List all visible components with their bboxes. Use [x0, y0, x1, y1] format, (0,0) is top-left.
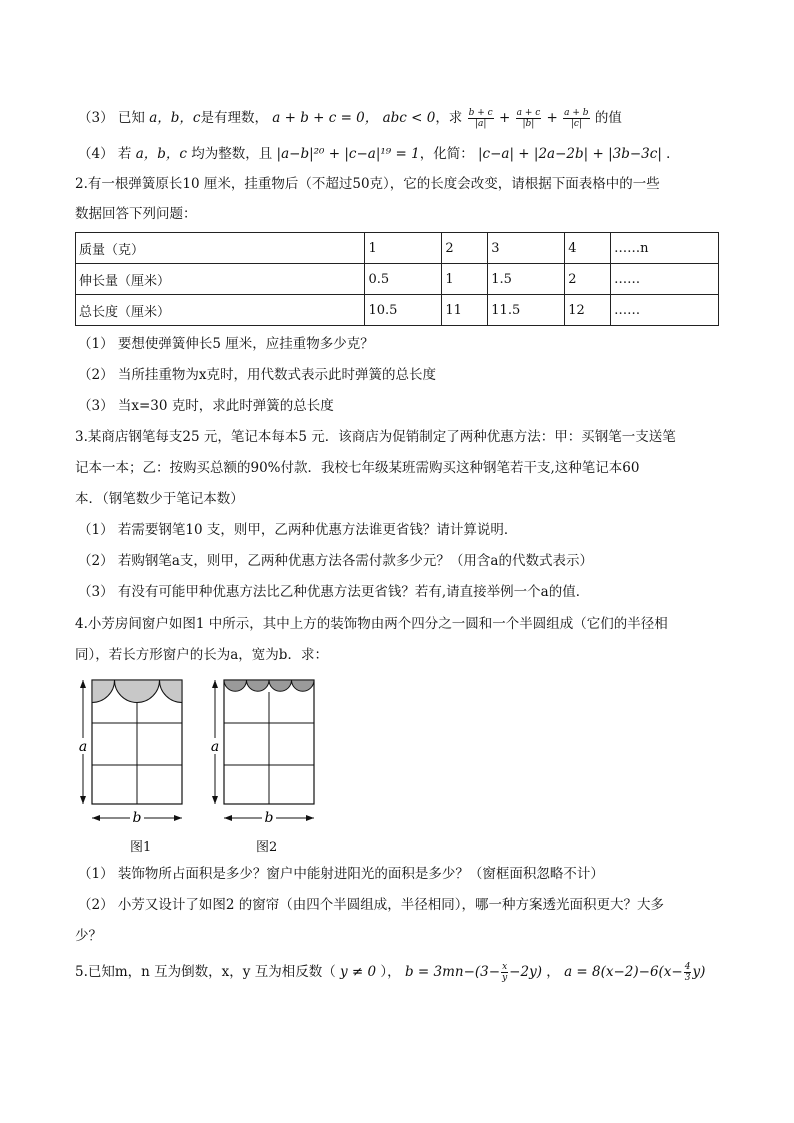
expression: |c−a| + |2a−2b| + |3b−3c|: [478, 146, 662, 162]
numerator: x: [502, 962, 508, 972]
table-cell: 0.5: [365, 264, 442, 295]
fraction-3: [563, 108, 589, 129]
condition-sum: a + b + c = 0，: [272, 110, 379, 126]
table-cell: 2: [565, 264, 611, 295]
text: ，化简：: [419, 146, 474, 162]
table-row-header: 伸长量（厘米）: [76, 264, 365, 295]
q2-sub2: （2） 当所挂重物为x克时，用代数式表示此时弹簧的总长度: [78, 367, 436, 383]
q5-stem: [75, 962, 705, 983]
item-prefix: （4） 若: [78, 146, 132, 162]
q3-stem-line2: 记本一本；乙：按购买总额的90%付款．我校七年级某班需购买这种钢笔若干支,这种笔记本60: [75, 460, 640, 476]
text: ．: [666, 146, 680, 162]
a-expression-part2: y): [692, 964, 706, 980]
denominator: |a|: [474, 119, 487, 129]
variables: a，b，c: [149, 110, 201, 126]
table-cell: 4: [565, 233, 611, 264]
text: ），: [380, 964, 401, 980]
item-prefix: （3） 已知: [78, 110, 145, 126]
numerator: a + c: [516, 108, 541, 118]
text: 5.已知m，n 互为倒数，x，y 互为相反数（: [75, 964, 336, 980]
window-figure-2: [206, 676, 322, 828]
table-cell: ……: [611, 264, 719, 295]
q3-sub1: （1） 若需要钢笔10 支，则甲，乙两种优惠方法谁更省钱？请计算说明．: [78, 522, 518, 538]
q4-stem-line2: 同），若长方形窗户的长为a，宽为b．求：: [75, 647, 328, 663]
q3-stem-line1: 3.某商店钢笔每支25 元，笔记本每本5 元．该商店为促销制定了两种优惠方法：甲：买钢笔一支送笔: [75, 429, 676, 445]
table-row-header: 质量（克）: [76, 233, 365, 264]
table-cell: ……n: [611, 233, 719, 264]
text: 的值: [594, 110, 622, 126]
text: 是有理数，: [200, 110, 268, 126]
table-row: [76, 295, 719, 326]
table-cell: 1.5: [488, 264, 565, 295]
q4-sub2-line1: （2） 小芳又设计了如图2 的窗帘（由四个半圆组成，半径相同），哪一种方案透光面积更大？大多: [78, 897, 665, 913]
q2-stem-line2: 数据回答下列问题：: [75, 206, 197, 222]
denominator: 3: [684, 973, 691, 983]
q3-stem-line3: 本．（钢笔数少于笔记本数）: [75, 491, 244, 507]
denominator: |b|: [522, 119, 535, 129]
table-cell: 2: [442, 233, 488, 264]
table-row: [76, 233, 719, 264]
table-cell: 10.5: [365, 295, 442, 326]
denominator: y: [502, 973, 508, 983]
text: 均为整数，且: [191, 146, 273, 162]
dimension-a-label: a: [78, 739, 88, 755]
q3-sub2: （2） 若购钢笔a支，则甲，乙两种优惠方法各需付款多少元？（用含a的代数式表示）: [78, 553, 593, 569]
dimension-a-label: a: [210, 739, 220, 755]
spring-data-table: [75, 232, 719, 326]
table-cell: 12: [565, 295, 611, 326]
condition: y ≠ 0: [340, 964, 377, 980]
dimension-b-label: b: [132, 810, 142, 826]
q2-sub3: （3） 当x=30 克时，求此时弹簧的总长度: [78, 398, 334, 414]
fraction-2: [516, 108, 542, 129]
table-row: [76, 264, 719, 295]
figure-1-caption: 图1: [130, 840, 152, 855]
table-cell: 1: [442, 264, 488, 295]
text: ，求: [435, 110, 463, 126]
q4-stem-line1: 4.小芳房间窗户如图1 中所示，其中上方的装饰物由两个四分之一圆和一个半圆组成（它们的半径相: [75, 616, 668, 632]
equation: |a−b|²⁰ + |c−a|¹⁹ = 1: [276, 146, 420, 162]
q2-sub1: （1） 要想使弹簧伸长5 厘米，应挂重物多少克？: [78, 336, 374, 352]
q4-sub2-line2: 少？: [75, 928, 102, 944]
numerator: 4: [684, 962, 691, 972]
table-cell: 1: [365, 233, 442, 264]
q4-sub1: （1） 装饰物所占面积是多少？窗户中能射进阳光的面积是多少？（窗框面积忽略不计）: [78, 866, 604, 882]
condition-product: abc < 0: [382, 110, 436, 126]
dimension-b-label: b: [264, 810, 274, 826]
window-figure-1: [74, 676, 190, 828]
figure-2-caption: 图2: [256, 840, 278, 855]
numerator: b + c: [468, 108, 493, 118]
fraction-x-over-y: [501, 962, 508, 983]
q2-stem-line1: 2.有一根弹簧原长10 厘米，挂重物后（不超过50克），它的长度会改变，请根据下面表格中的一些: [75, 176, 660, 192]
denominator: |c|: [570, 119, 582, 129]
table-cell: ……: [611, 295, 719, 326]
fraction-1: [468, 108, 494, 129]
q3-sub3: （3） 有没有可能甲种优惠方法比乙种优惠方法更省钱？若有,请直接举例一个a的值．: [78, 584, 590, 600]
variables: a，b，c: [135, 146, 187, 162]
numerator: a + b: [564, 108, 589, 118]
b-expression-part1: b = 3mn−(3−: [404, 964, 501, 980]
q1-item4: [78, 144, 680, 164]
table-row-header: 总长度（厘米）: [76, 295, 365, 326]
b-expression-part2: −2y): [509, 964, 542, 980]
table-cell: 11.5: [488, 295, 565, 326]
fraction-four-thirds: [684, 962, 692, 983]
table-cell: 11: [442, 295, 488, 326]
q1-item3: （3） 已知 a，b，c是有理数， a + b + c = 0， abc < 0，求 $\frac{b + c}{|a|}$ + $\frac{a + c}{|b|}$ + $\frac{a + b}{|c|}$ 的值: [78, 108, 622, 129]
text: ，: [546, 964, 560, 980]
table-cell: 3: [488, 233, 565, 264]
a-expression-part1: a = 8(x−2)−6(x−: [564, 964, 683, 980]
